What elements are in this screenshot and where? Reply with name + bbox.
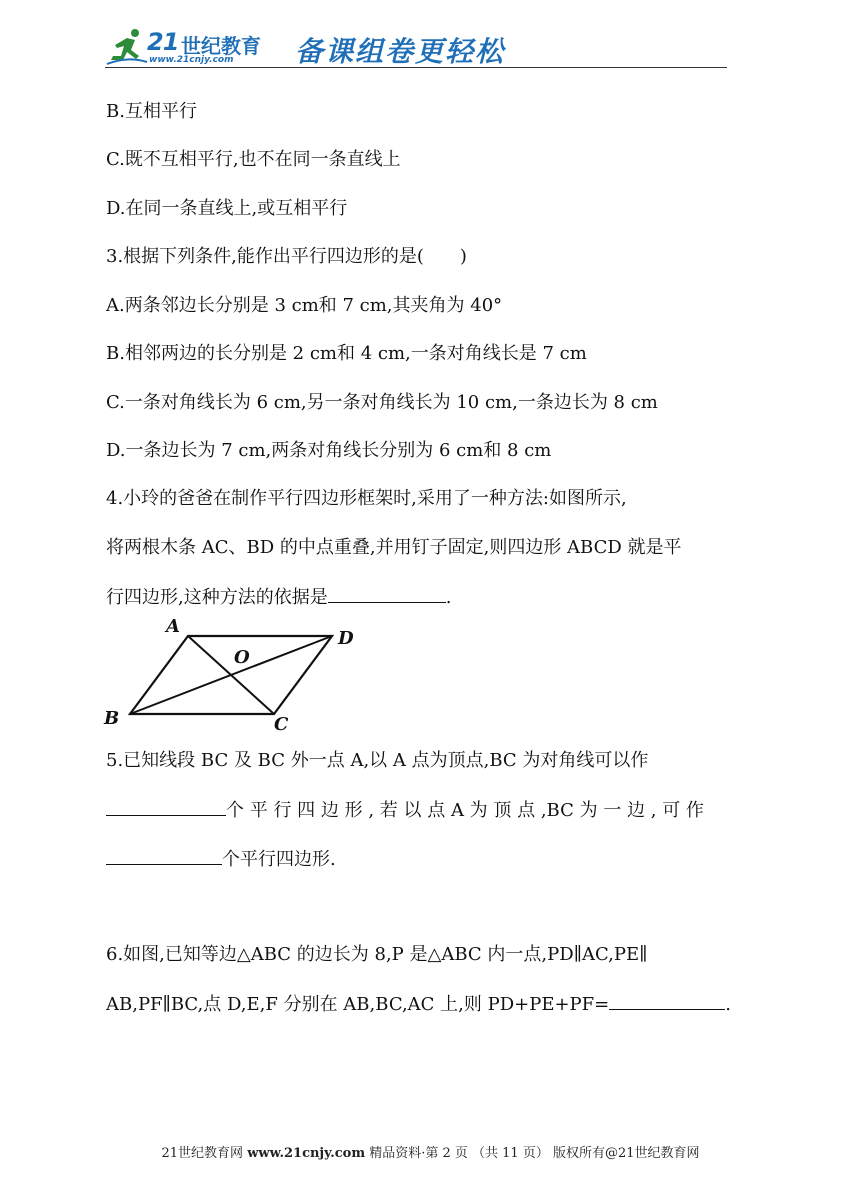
footer-left: 21世纪教育网 bbox=[161, 1146, 248, 1161]
header-slogan: 备课组卷更轻松 bbox=[295, 35, 506, 68]
logo-number: 21 bbox=[147, 28, 179, 56]
parallelogram-figure bbox=[100, 612, 370, 737]
logo-text: 世纪教育 bbox=[181, 34, 261, 58]
q6-line-2-text: AB,PF∥BC,点 D,E,F 分别在 AB,BC,AC 上,则 PD+PE+PF= bbox=[106, 994, 610, 1015]
q2-option-b: B.互相平行 bbox=[106, 101, 197, 122]
label-d: D bbox=[338, 628, 354, 649]
q5-line-2-text: 个 平 行 四 边 形 , 若 以 点 A 为 顶 点 ,BC 为 一 边 , 可 作 bbox=[226, 800, 704, 821]
q6-line-2-end: . bbox=[725, 994, 731, 1015]
q3-option-d: D.一条边长为 7 cm,两条对角线长分别为 6 cm和 8 cm bbox=[106, 440, 552, 461]
q3-option-a: A.两条邻边长分别是 3 cm和 7 cm,其夹角为 40° bbox=[106, 295, 503, 316]
q4-line-2: 将两根木条 AC、BD 的中点重叠,并用钉子固定,则四边形 ABCD 就是平 bbox=[106, 537, 682, 558]
q2-option-c: C.既不互相平行,也不在同一条直线上 bbox=[106, 149, 401, 170]
q5-line-1: 5.已知线段 BC 及 BC 外一点 A,以 A 点为顶点,BC 为对角线可以作 bbox=[106, 750, 649, 771]
page-header bbox=[105, 22, 727, 72]
label-b: B bbox=[104, 708, 120, 729]
q3-option-c: C.一条对角线长为 6 cm,另一条对角线长为 10 cm,一条边长为 8 cm bbox=[106, 392, 658, 413]
q6-answer-blank[interactable] bbox=[609, 991, 725, 1010]
page-footer bbox=[0, 1142, 861, 1161]
q5-answer-blank-2[interactable] bbox=[106, 846, 222, 865]
q4-line-3 bbox=[106, 584, 451, 610]
q6-line-1: 6.如图,已知等边△ABC 的边长为 8,P 是△ABC 内一点,PD∥AC,PE∥ bbox=[106, 944, 648, 965]
q3-stem: 3.根据下列条件,能作出平行四边形的是( ) bbox=[106, 246, 467, 267]
label-c: C bbox=[274, 714, 289, 735]
q5-line-3-text: 个平行四边形. bbox=[222, 849, 336, 870]
q4-answer-blank[interactable] bbox=[328, 584, 446, 603]
footer-right: 精品资料·第 2 页 （共 11 页） 版权所有@21世纪教育网 bbox=[365, 1146, 700, 1161]
q4-line-3-end: . bbox=[445, 587, 452, 608]
q6-line-2 bbox=[106, 991, 731, 1017]
q4-line-1: 4.小玲的爸爸在制作平行四边形框架时,采用了一种方法:如图所示, bbox=[106, 488, 627, 509]
q4-line-3-text: 行四边形,这种方法的依据是 bbox=[106, 587, 328, 608]
runner-logo-icon bbox=[105, 26, 149, 68]
q3-option-b: B.相邻两边的长分别是 2 cm和 4 cm,一条对角线长是 7 cm bbox=[106, 343, 587, 364]
q5-line-2 bbox=[106, 797, 704, 823]
q5-answer-blank-1[interactable] bbox=[106, 797, 226, 816]
q2-option-d: D.在同一条直线上,或互相平行 bbox=[106, 198, 348, 219]
label-a: A bbox=[166, 616, 180, 637]
logo-url: www.21cnjy.com bbox=[149, 55, 234, 65]
label-o: O bbox=[234, 647, 250, 668]
q5-line-3 bbox=[106, 846, 336, 872]
footer-site-link[interactable]: www.21cnjy.com bbox=[247, 1146, 366, 1161]
header-divider bbox=[105, 67, 727, 68]
